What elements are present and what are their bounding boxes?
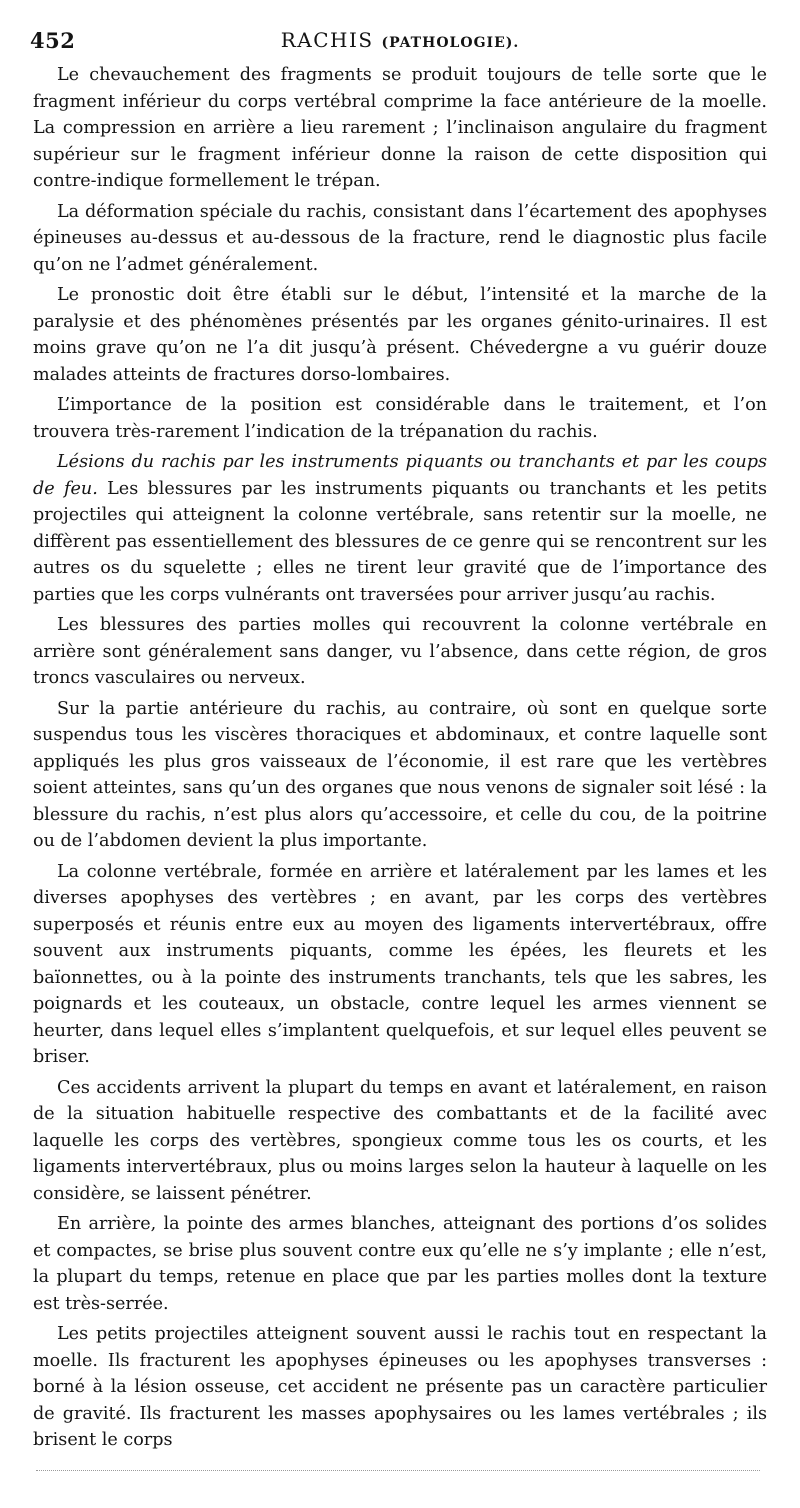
paragraph-text: Les blessures par les instruments piquants ou tranchants et les petits projectiles qui atteignent la colonne vertébrale, sans retentir sur la moelle, ne diffèrent pas essentiellement des blessures de ce genre qui se rencontrent sur les autres os du squelette ; elles ne tirent leur gravité que de l’importance des parties que les corps vulnérants ont traversées pour arriver jusqu’au rachis. (33, 478, 767, 605)
paragraph-text: Ces accidents arrivent la plupart du temps en avant et latéralement, en raison de la situation habituelle respective des combattants et de la facilité avec laquelle les corps des vertèbres, spongieux comme tous les os courts, et les ligaments intervertébraux, plus ou moins larges selon la hauteur à laquelle on les considère, se laissent pénétrer. (33, 1077, 767, 1204)
paragraph (33, 1075, 767, 1208)
paragraph-text: Les petits projectiles atteignent souvent aussi le rachis tout en respectant la moelle. Ils fracturent les apophyses épineuses ou les apophyses transverses : borné à la lésion osseuse, cet accident ne présente pas un caractère particulier de gravité. Ils fracturent les masses apophysaires ou les lames vertébrales ; ils brisent le corps (33, 1324, 767, 1450)
running-title (30, 28, 770, 52)
paragraph (33, 1321, 767, 1454)
paragraph (33, 392, 767, 445)
paragraph-text: Sur la partie antérieure du rachis, au contraire, où sont en quelque sorte suspendus tous les viscères thoraciques et abdominaux, et contre laquelle sont appliqués les plus gros vaisseaux de l’économie, il est rare que les vertèbres soient atteintes, sans qu’un des organes que nous venons de signaler soit lésé : la blessure du rachis, n’est plus alors qu’accessoire, et celle du cou, de la poitrine ou de l’abdomen devient la plus importante. (33, 698, 767, 851)
section-heading: Lésions du rachis par les instruments piquants ou tranchants et par les coups de feu. (33, 452, 767, 499)
paragraph-text: En arrière, la pointe des armes blanches, atteignant des portions d’os solides et compactes, se brise plus souvent contre eux qu’elle ne s’y implante ; elle n’est, la plupart du temps, retenue en place que par les parties molles dont la texture est très-serrée. (33, 1214, 767, 1314)
paragraph-text: L’importance de la position est considérable dans le traitement, et l’on trouvera très-rarement l’indication de la trépanation du rachis. (33, 395, 767, 442)
paragraph-text: Le chevauchement des fragments se produit toujours de telle sorte que le fragment inférieur du corps vertébral comprime la face antérieure de la moelle. La compression en arrière a lieu rarement ; l’inclinaison angulaire du fragment supérieur sur le fragment inférieur donne la raison de cette disposition qui contre-indique formellement le trépan. (33, 65, 767, 191)
paragraph-text: La colonne vertébrale, formée en arrière et latéralement par les lames et les diverses apophyses des vertèbres ; en avant, par les corps des vertèbres superposés et réunis entre eux au moyen des ligaments intervertébraux, offre souvent aux instruments piquants, comme les épées, les fleurets et les baïonnettes, ou à la pointe des instruments tranchants, tels que les sabres, les poignards et les couteaux, un obstacle, contre lequel les armes viennent se heurter, dans lequel elles s’implantent quelquefois, et sur lequel elles peuvent se briser. (33, 861, 767, 1067)
paragraph (33, 696, 767, 855)
paragraph-text: Les blessures des parties molles qui recouvrent la colonne vertébrale en arrière sont généralement sans danger, vu l’absence, dans cette région, de gros troncs vasculaires ou nerveux. (33, 615, 767, 688)
paragraph (33, 449, 767, 608)
paragraph-text: Le pronostic doit être établi sur le début, l’intensité et la marche de la paralysie et des phénomènes présentés par les organes génito-urinaires. Il est moins grave qu’on ne l’a dit jusqu’à présent. Chévedergne a vu guérir douze malades atteints de fractures dorso-lombaires. (33, 285, 767, 385)
footer-rule (36, 1470, 760, 1471)
page-number: 452 (30, 28, 76, 53)
paragraph (33, 859, 767, 1071)
running-title-subtitle: (PATHOLOGIE). (381, 35, 520, 51)
paragraph (33, 62, 767, 195)
running-title-main: RACHIS (280, 28, 374, 52)
paragraph (33, 1211, 767, 1317)
paragraph-text: La déformation spéciale du rachis, consistant dans l’écartement des apophyses épineuses au-dessus et au-dessous de la fracture, rend le diagnostic plus facile qu’on ne l’admet généralement. (33, 201, 767, 275)
paragraph (33, 612, 767, 692)
body-text (33, 62, 767, 1458)
paragraph (33, 282, 767, 388)
paragraph (33, 199, 767, 279)
page-header (30, 28, 770, 58)
